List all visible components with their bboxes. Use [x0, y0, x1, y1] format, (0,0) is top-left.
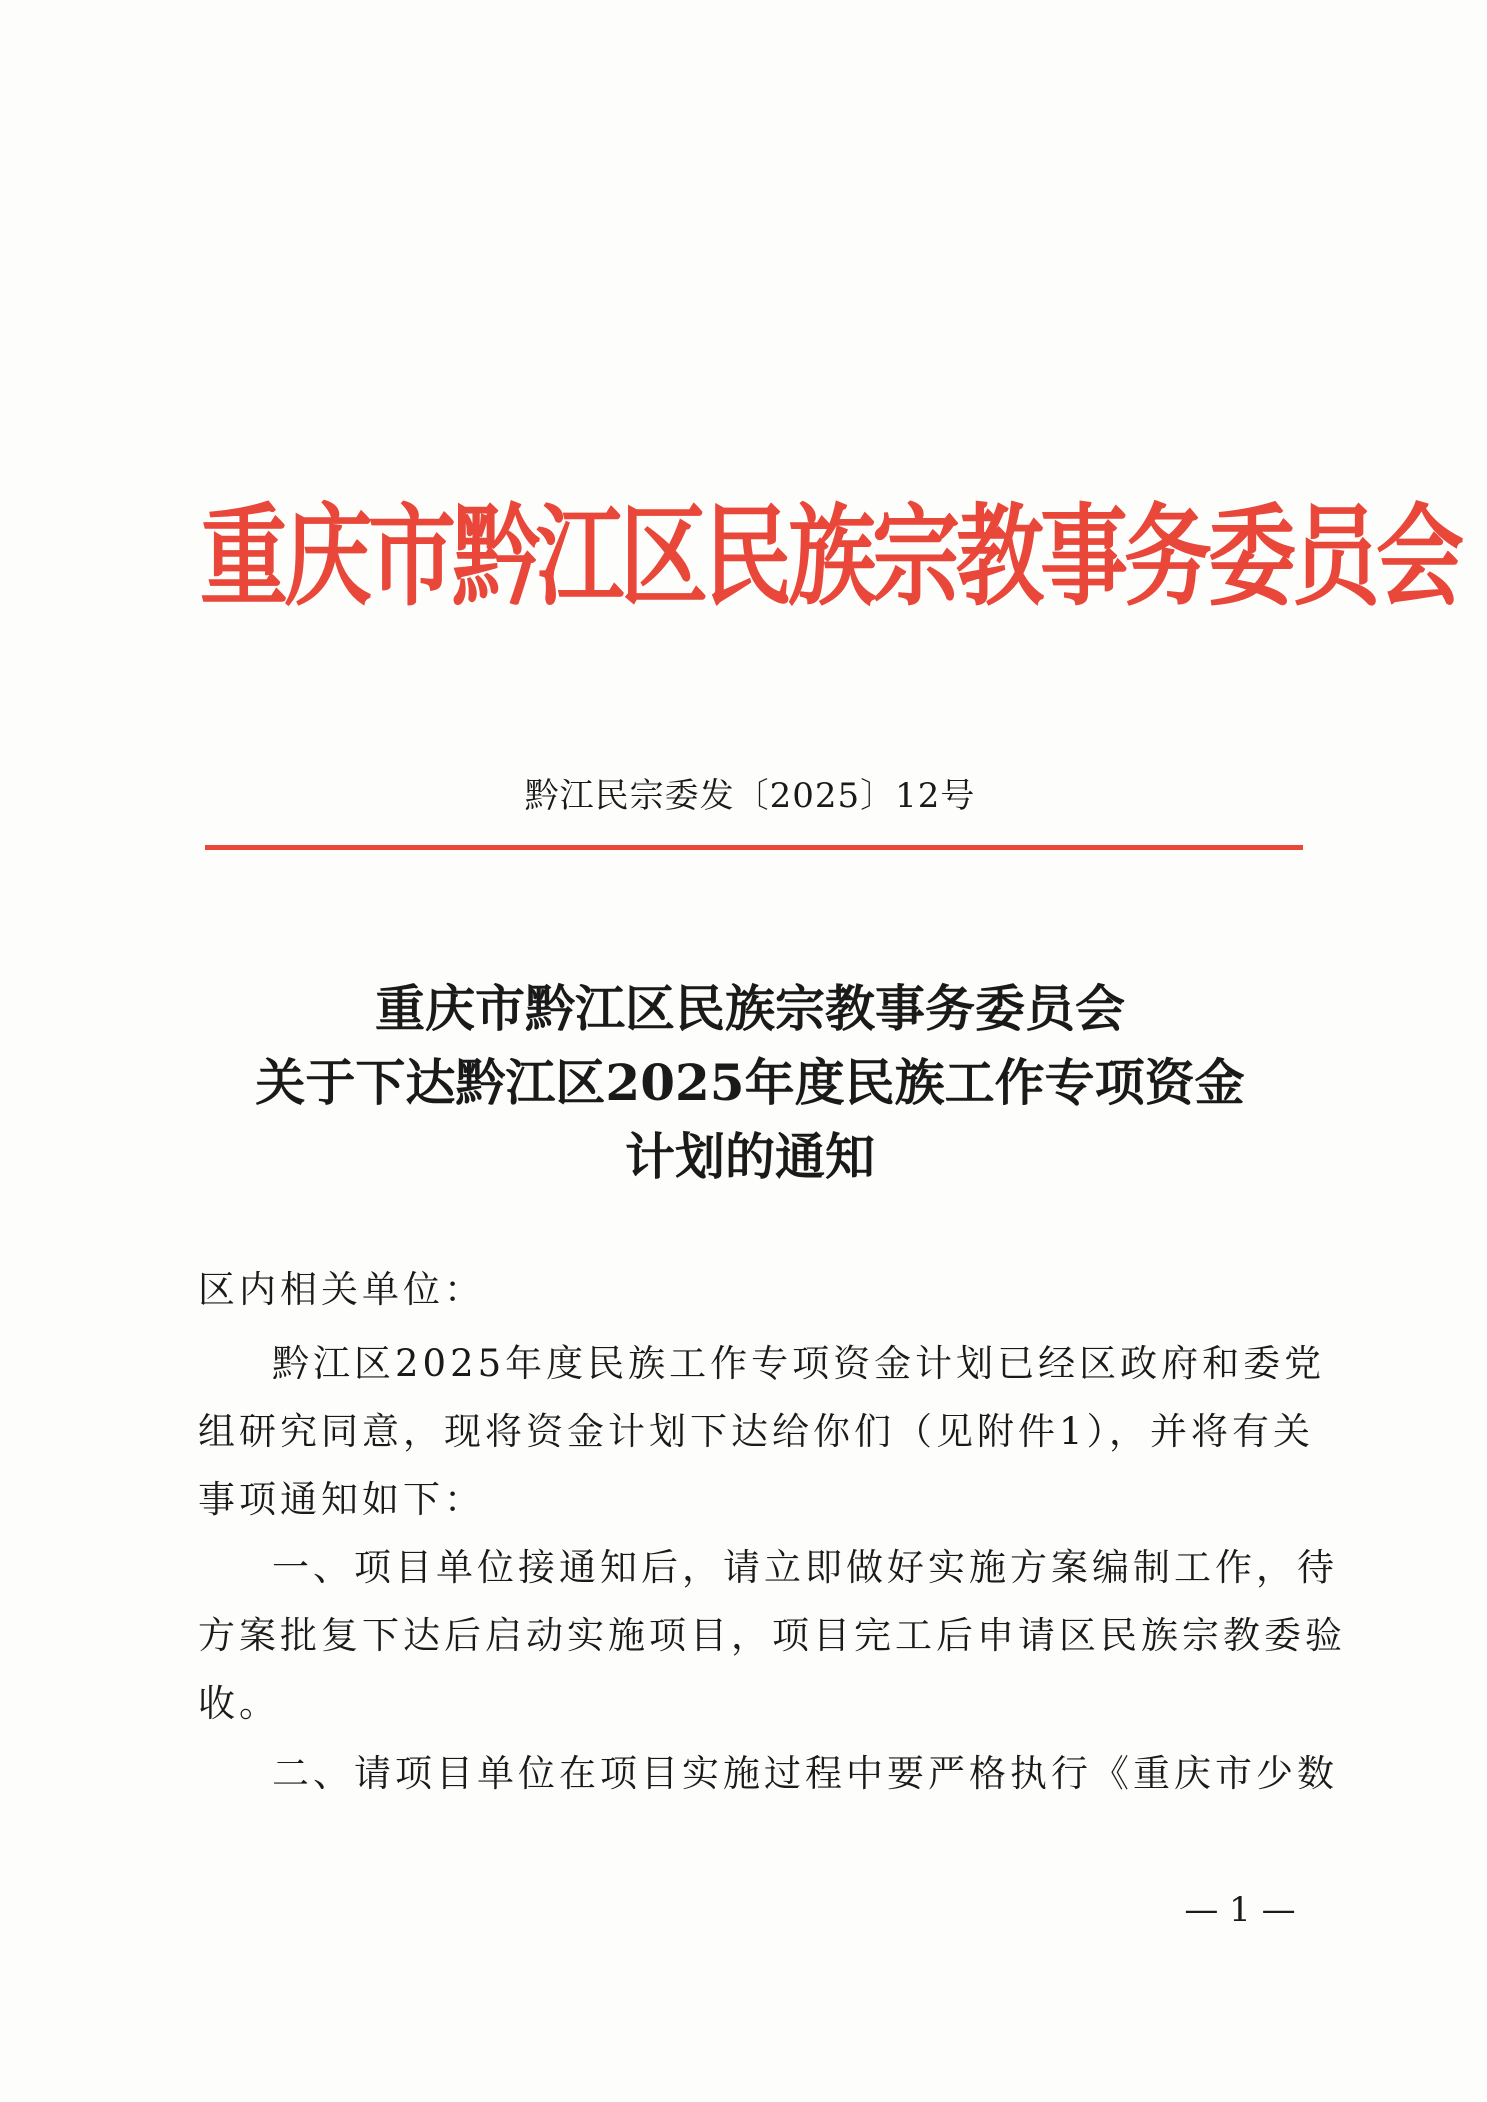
salutation: 区内相关单位： [198, 1268, 485, 1311]
paragraph-2-line-2: 方案批复下达后启动实施项目，项目完工后申请区民族宗教委验 [198, 1614, 1346, 1657]
title-line-1: 重庆市黔江区民族宗教事务委员会 [375, 979, 1125, 1038]
issuing-organization-header: 重庆市黔江区民族宗教事务委员会 [200, 492, 1461, 622]
document-number: 黔江民宗委发〔2025〕12号 [524, 776, 976, 816]
paragraph-2-line-3: 收。 [198, 1682, 280, 1725]
red-separator-line [205, 845, 1303, 850]
paragraph-1-line-2: 组研究同意，现将资金计划下达给你们（见附件1），并将有关 [198, 1410, 1315, 1453]
title-line-2: 关于下达黔江区2025年度民族工作专项资金 [255, 1053, 1245, 1112]
paragraph-1-line-3: 事项通知如下： [198, 1478, 485, 1521]
document-title [150, 972, 1350, 1194]
paragraph-3-line-1: 二、请项目单位在项目实施过程中要严格执行《重庆市少数 [272, 1752, 1338, 1795]
paragraph-2-line-1: 一、项目单位接通知后，请立即做好实施方案编制工作，待 [272, 1546, 1338, 1589]
title-line-3: 计划的通知 [625, 1127, 875, 1186]
page-number: — 1 — [1184, 1890, 1296, 1930]
paragraph-1-line-1: 黔江区2025年度民族工作专项资金计划已经区政府和委党 [272, 1342, 1326, 1385]
